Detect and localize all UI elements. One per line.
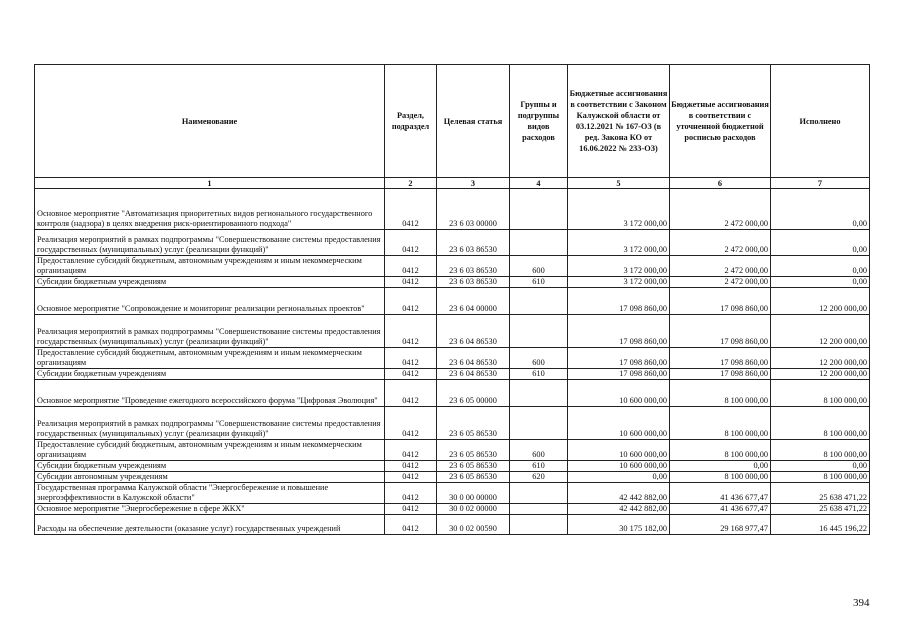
row-section: 0412 (385, 189, 437, 230)
row-expense-group: 620 (510, 472, 568, 483)
header-law-allocations: Бюджетные ассигнования в соответствии с Законом Калужской области от 03.12.2021 № 167-ОЗ (в ред. Закона КО от 16.06.2022 № 233-ОЗ) (568, 65, 670, 178)
table-row (35, 256, 870, 277)
page-number: 394 (853, 597, 870, 609)
row-target-article: 30 0 02 00590 (437, 515, 510, 535)
row-section: 0412 (385, 369, 437, 380)
row-updated-allocation: 8 100 000,00 (670, 380, 771, 407)
row-target-article: 23 6 04 86530 (437, 315, 510, 348)
row-name: Основное мероприятие "Проведение ежегодного всероссийского форума "Цифровая Эволюция" (35, 380, 385, 407)
row-law-allocation: 17 098 860,00 (568, 315, 670, 348)
table-row (35, 277, 870, 288)
row-name: Реализация мероприятий в рамках подпрограммы "Совершенствование системы предоставления государственных (муниципальных) услуг (реализации функций)" (35, 230, 385, 256)
row-updated-allocation: 2 472 000,00 (670, 256, 771, 277)
row-executed: 12 200 000,00 (771, 348, 870, 369)
row-executed: 0,00 (771, 277, 870, 288)
row-target-article: 23 6 04 00000 (437, 288, 510, 315)
row-executed: 8 100 000,00 (771, 472, 870, 483)
row-section: 0412 (385, 288, 437, 315)
row-section: 0412 (385, 407, 437, 440)
table-row (35, 380, 870, 407)
row-section: 0412 (385, 440, 437, 461)
row-updated-allocation: 29 168 977,47 (670, 515, 771, 535)
row-name: Реализация мероприятий в рамках подпрограммы "Совершенствование системы предоставления государственных (муниципальных) услуг (реализации функций)" (35, 315, 385, 348)
column-number-row (35, 178, 870, 189)
row-law-allocation: 10 600 000,00 (568, 461, 670, 472)
row-target-article: 23 6 03 86530 (437, 230, 510, 256)
row-target-article: 23 6 05 86530 (437, 472, 510, 483)
row-updated-allocation: 2 472 000,00 (670, 277, 771, 288)
row-expense-group (510, 288, 568, 315)
row-updated-allocation: 0,00 (670, 461, 771, 472)
row-updated-allocation: 17 098 860,00 (670, 288, 771, 315)
row-law-allocation: 17 098 860,00 (568, 369, 670, 380)
row-expense-group (510, 315, 568, 348)
row-section: 0412 (385, 504, 437, 515)
table-row (35, 504, 870, 515)
column-number: 1 (35, 178, 385, 189)
row-executed: 0,00 (771, 230, 870, 256)
header-updated-allocations: Бюджетные ассигнования в соответствии с уточненной бюджетной росписью расходов (670, 65, 771, 178)
header-expense-groups: Группы и подгруппы видов расходов (510, 65, 568, 178)
row-updated-allocation: 41 436 677,47 (670, 483, 771, 504)
row-section: 0412 (385, 472, 437, 483)
table-row (35, 230, 870, 256)
column-number: 5 (568, 178, 670, 189)
row-target-article: 30 0 00 00000 (437, 483, 510, 504)
table-row (35, 348, 870, 369)
row-law-allocation: 3 172 000,00 (568, 189, 670, 230)
table-row (35, 369, 870, 380)
row-executed: 25 638 471,22 (771, 504, 870, 515)
row-target-article: 23 6 03 86530 (437, 277, 510, 288)
column-number: 7 (771, 178, 870, 189)
table-row (35, 315, 870, 348)
row-expense-group (510, 380, 568, 407)
row-law-allocation: 30 175 182,00 (568, 515, 670, 535)
row-name: Предоставление субсидий бюджетным, автономным учреждениям и иным некоммерческим организациям (35, 348, 385, 369)
row-target-article: 23 6 05 86530 (437, 440, 510, 461)
row-section: 0412 (385, 348, 437, 369)
row-executed: 12 200 000,00 (771, 369, 870, 380)
row-law-allocation: 0,00 (568, 472, 670, 483)
row-name: Субсидии бюджетным учреждениям (35, 461, 385, 472)
row-executed: 25 638 471,22 (771, 483, 870, 504)
row-updated-allocation: 2 472 000,00 (670, 189, 771, 230)
row-name: Основное мероприятие "Энергосбережение в сфере ЖКХ" (35, 504, 385, 515)
table-body (35, 189, 870, 535)
row-name: Субсидии бюджетным учреждениям (35, 277, 385, 288)
table-row (35, 461, 870, 472)
row-executed: 16 445 196,22 (771, 515, 870, 535)
row-law-allocation: 3 172 000,00 (568, 277, 670, 288)
table-row (35, 407, 870, 440)
row-updated-allocation: 8 100 000,00 (670, 407, 771, 440)
row-section: 0412 (385, 277, 437, 288)
row-expense-group (510, 407, 568, 440)
row-law-allocation: 10 600 000,00 (568, 380, 670, 407)
row-target-article: 23 6 03 00000 (437, 189, 510, 230)
row-name: Предоставление субсидий бюджетным, автономным учреждениям и иным некоммерческим организациям (35, 440, 385, 461)
row-target-article: 30 0 02 00000 (437, 504, 510, 515)
row-expense-group: 600 (510, 348, 568, 369)
column-number: 2 (385, 178, 437, 189)
row-section: 0412 (385, 256, 437, 277)
column-number: 4 (510, 178, 568, 189)
row-updated-allocation: 41 436 677,47 (670, 504, 771, 515)
table-row (35, 189, 870, 230)
row-law-allocation: 42 442 882,00 (568, 483, 670, 504)
row-expense-group (510, 504, 568, 515)
row-section: 0412 (385, 230, 437, 256)
row-target-article: 23 6 05 86530 (437, 407, 510, 440)
row-executed: 0,00 (771, 189, 870, 230)
row-name: Субсидии автономным учреждениям (35, 472, 385, 483)
row-name: Субсидии бюджетным учреждениям (35, 369, 385, 380)
row-name: Государственная программа Калужской области "Энергосбережение и повышение энергоэффективности в Калужской области" (35, 483, 385, 504)
row-name: Предоставление субсидий бюджетным, автономным учреждениям и иным некоммерческим организациям (35, 256, 385, 277)
header-executed: Исполнено (771, 65, 870, 178)
row-updated-allocation: 17 098 860,00 (670, 315, 771, 348)
row-expense-group (510, 515, 568, 535)
table-row (35, 440, 870, 461)
column-number: 6 (670, 178, 771, 189)
row-expense-group: 610 (510, 277, 568, 288)
row-updated-allocation: 8 100 000,00 (670, 472, 771, 483)
header-name: Наименование (35, 65, 385, 178)
header-section: Раздел, подраздел (385, 65, 437, 178)
table-row (35, 515, 870, 535)
row-expense-group: 600 (510, 256, 568, 277)
row-expense-group (510, 230, 568, 256)
row-name: Основное мероприятие "Автоматизация приоритетных видов регионального государственного контроля (надзора) в целях внедрения риск-ориентированного подхода" (35, 189, 385, 230)
row-section: 0412 (385, 461, 437, 472)
row-section: 0412 (385, 483, 437, 504)
row-updated-allocation: 17 098 860,00 (670, 369, 771, 380)
row-expense-group: 610 (510, 461, 568, 472)
row-updated-allocation: 2 472 000,00 (670, 230, 771, 256)
row-expense-group: 600 (510, 440, 568, 461)
row-executed: 12 200 000,00 (771, 315, 870, 348)
row-section: 0412 (385, 315, 437, 348)
row-executed: 8 100 000,00 (771, 407, 870, 440)
row-target-article: 23 6 04 86530 (437, 348, 510, 369)
row-law-allocation: 3 172 000,00 (568, 230, 670, 256)
row-target-article: 23 6 03 86530 (437, 256, 510, 277)
table-row (35, 472, 870, 483)
row-law-allocation: 17 098 860,00 (568, 348, 670, 369)
row-executed: 0,00 (771, 256, 870, 277)
budget-table (34, 64, 870, 535)
row-target-article: 23 6 05 00000 (437, 380, 510, 407)
row-law-allocation: 10 600 000,00 (568, 440, 670, 461)
row-name: Основное мероприятие "Сопровождение и мониторинг реализации региональных проектов" (35, 288, 385, 315)
row-name: Расходы на обеспечение деятельности (оказание услуг) государственных учреждений (35, 515, 385, 535)
row-target-article: 23 6 05 86530 (437, 461, 510, 472)
header-target-article: Целевая статья (437, 65, 510, 178)
row-expense-group: 610 (510, 369, 568, 380)
row-executed: 8 100 000,00 (771, 440, 870, 461)
row-section: 0412 (385, 380, 437, 407)
column-number: 3 (437, 178, 510, 189)
header-row (35, 65, 870, 178)
row-updated-allocation: 17 098 860,00 (670, 348, 771, 369)
row-target-article: 23 6 04 86530 (437, 369, 510, 380)
row-law-allocation: 17 098 860,00 (568, 288, 670, 315)
row-name: Реализация мероприятий в рамках подпрограммы "Совершенствование системы предоставления государственных (муниципальных) услуг (реализации функций)" (35, 407, 385, 440)
row-section: 0412 (385, 515, 437, 535)
row-executed: 0,00 (771, 461, 870, 472)
table-row (35, 288, 870, 315)
row-expense-group (510, 189, 568, 230)
row-law-allocation: 42 442 882,00 (568, 504, 670, 515)
row-executed: 8 100 000,00 (771, 380, 870, 407)
table-row (35, 483, 870, 504)
row-law-allocation: 10 600 000,00 (568, 407, 670, 440)
row-law-allocation: 3 172 000,00 (568, 256, 670, 277)
row-executed: 12 200 000,00 (771, 288, 870, 315)
row-expense-group (510, 483, 568, 504)
row-updated-allocation: 8 100 000,00 (670, 440, 771, 461)
